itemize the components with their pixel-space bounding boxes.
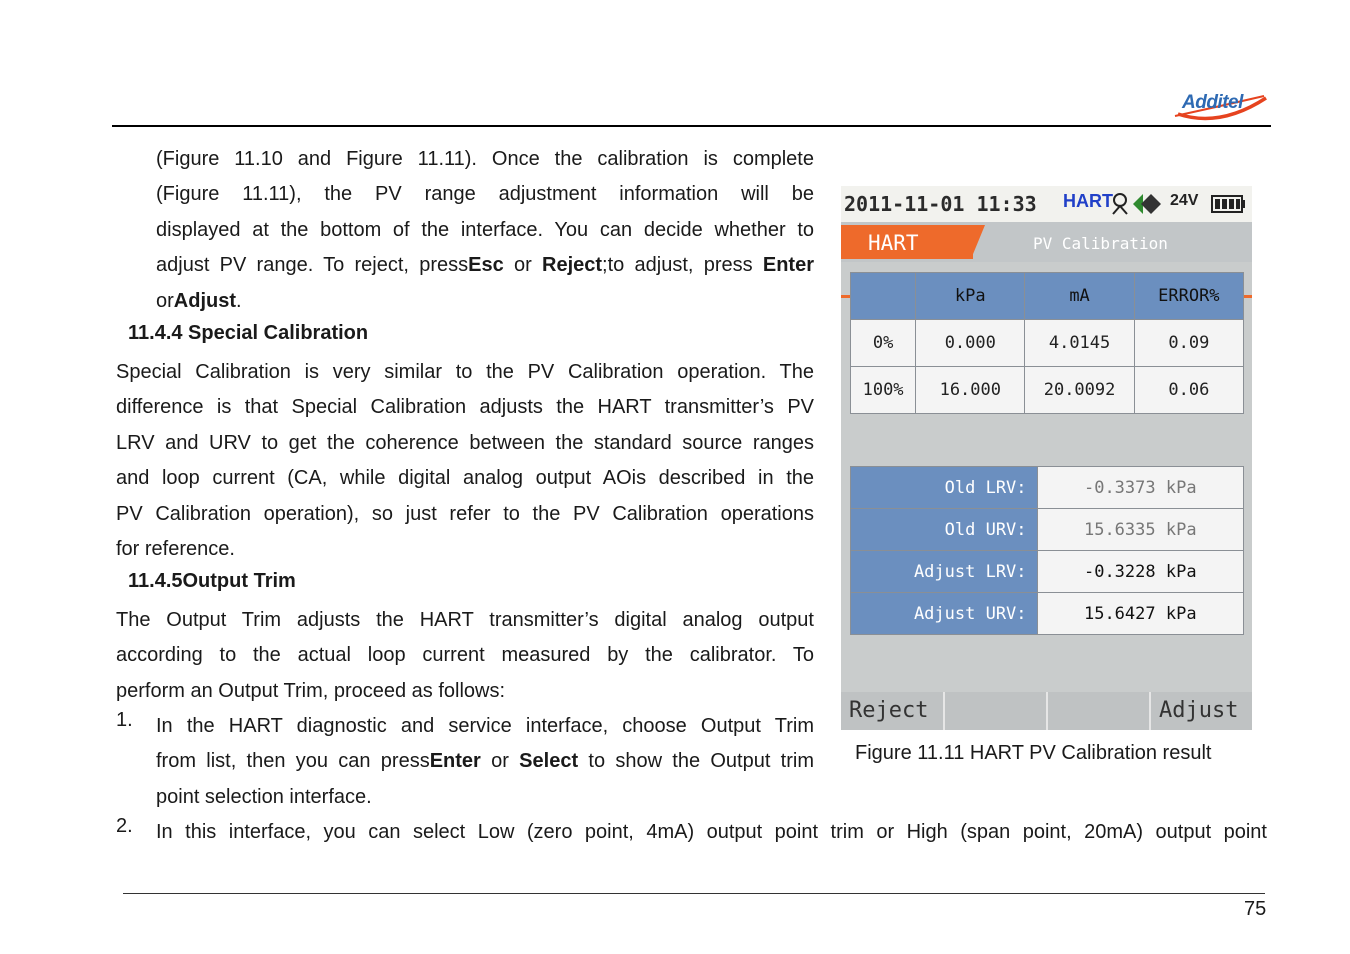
battery-icon — [1211, 195, 1245, 213]
table-header-cell — [851, 273, 916, 320]
special-calibration-paragraph — [116, 355, 814, 567]
status-datetime: 2011-11-01 11:33 — [844, 192, 1037, 216]
text-line: (Figure 11.10 and Figure 11.11). Once the calibration is complete — [156, 148, 814, 170]
figure-caption: Figure 11.11 HART PV Calibration result — [855, 742, 1212, 764]
text-line: and loop current (CA, while digital analog output AOis described in the — [116, 467, 814, 490]
title-bar — [841, 222, 1252, 262]
table-cell: 0% — [851, 320, 916, 367]
footer-rule — [123, 893, 1265, 894]
status-voltage: 24V — [1170, 192, 1199, 209]
text-line: The Output Trim adjusts the HART transmitter’s digital analog output — [116, 609, 814, 631]
range-value: -0.3228 kPa — [1037, 551, 1243, 593]
text-line: LRV and URV to get the coherence between the standard source ranges — [116, 431, 814, 454]
table-header-cell: mA — [1025, 273, 1134, 320]
tab-label: HART — [868, 231, 919, 255]
text-line: Special Calibration is very similar to the PV Calibration operation. The — [116, 361, 814, 383]
table-header-cell: ERROR% — [1134, 273, 1243, 320]
range-label: Adjust LRV: — [851, 551, 1038, 593]
section-heading-special-calibration: 11.4.4 Special Calibration — [128, 322, 369, 344]
table-cell: 4.0145 — [1025, 320, 1134, 367]
range-adjust-table — [850, 466, 1244, 635]
range-label: Old URV: — [851, 509, 1038, 551]
text-line: orAdjust. — [156, 289, 242, 312]
reject-softkey[interactable]: Reject — [841, 692, 945, 730]
power-indicator-icon — [1133, 192, 1169, 216]
step-number: 2. — [116, 815, 133, 837]
table-header-cell: kPa — [916, 273, 1025, 320]
output-trim-paragraph — [116, 603, 814, 709]
calibration-table — [850, 272, 1244, 414]
text-line: In the HART diagnostic and service interface, choose Output Trim — [156, 715, 814, 737]
table-row — [851, 467, 1244, 509]
text-line: point selection interface. — [156, 785, 372, 808]
text-line: difference is that Special Calibration adjusts the HART transmitter’s PV — [116, 396, 814, 419]
tab-slant — [971, 225, 985, 259]
text-line: PV Calibration operation), so just refer to the PV Calibration operations — [116, 502, 814, 525]
range-label: Adjust URV: — [851, 593, 1038, 635]
table-cell: 0.09 — [1134, 320, 1243, 367]
blank-softkey[interactable] — [1048, 692, 1151, 730]
table-row — [851, 320, 1244, 367]
step-2-text — [156, 815, 1267, 850]
table-header-row — [851, 273, 1244, 320]
table-cell: 100% — [851, 367, 916, 414]
text-line: (Figure 11.11), the PV range adjustment information will be — [156, 183, 814, 206]
table-row — [851, 367, 1244, 414]
softkey-bar — [841, 692, 1252, 730]
intro-paragraph — [156, 142, 814, 319]
text-line: for reference. — [116, 538, 235, 561]
blank-softkey[interactable] — [945, 692, 1048, 730]
table-row — [851, 551, 1244, 593]
page-number: 75 — [1244, 898, 1267, 920]
text-line: adjust PV range. To reject, pressEsc or Reject;to adjust, press Enter — [156, 254, 814, 277]
table-cell: 20.0092 — [1025, 367, 1134, 414]
text-line: perform an Output Trim, proceed as follows: — [116, 679, 506, 702]
text-line: In this interface, you can select Low (zero point, 4mA) output point trim or High (span point, 20mA) output point — [156, 821, 1267, 843]
range-value: 15.6335 kPa — [1037, 509, 1243, 551]
text-line: displayed at the bottom of the interface. You can decide whether to — [156, 218, 814, 241]
status-bar — [841, 186, 1252, 222]
tab-hart — [841, 225, 973, 259]
device-screenshot — [841, 186, 1252, 730]
table-cell: 0.06 — [1134, 367, 1243, 414]
section-heading-output-trim: 11.4.5Output Trim — [128, 570, 296, 592]
table-row — [851, 509, 1244, 551]
range-value: 15.6427 kPa — [1037, 593, 1243, 635]
table-row — [851, 593, 1244, 635]
range-value: -0.3373 kPa — [1037, 467, 1243, 509]
range-label: Old LRV: — [851, 467, 1038, 509]
step-number: 1. — [116, 709, 133, 731]
header-rule — [112, 125, 1271, 127]
text-line: from list, then you can pressEnter or Select to show the Output trim — [156, 750, 815, 773]
status-protocol: HART — [1063, 191, 1113, 211]
table-cell: 0.000 — [916, 320, 1025, 367]
adjust-softkey[interactable]: Adjust — [1151, 692, 1252, 730]
step-1-text — [156, 709, 814, 815]
table-cell: 16.000 — [916, 367, 1025, 414]
loop-resistor-icon — [1109, 192, 1131, 216]
screen-title: PV Calibration — [1033, 234, 1168, 253]
logo-text: Additel — [1182, 92, 1243, 113]
additel-logo — [1172, 88, 1270, 126]
text-line: according to the actual loop current measured by the calibrator. To — [116, 644, 814, 667]
